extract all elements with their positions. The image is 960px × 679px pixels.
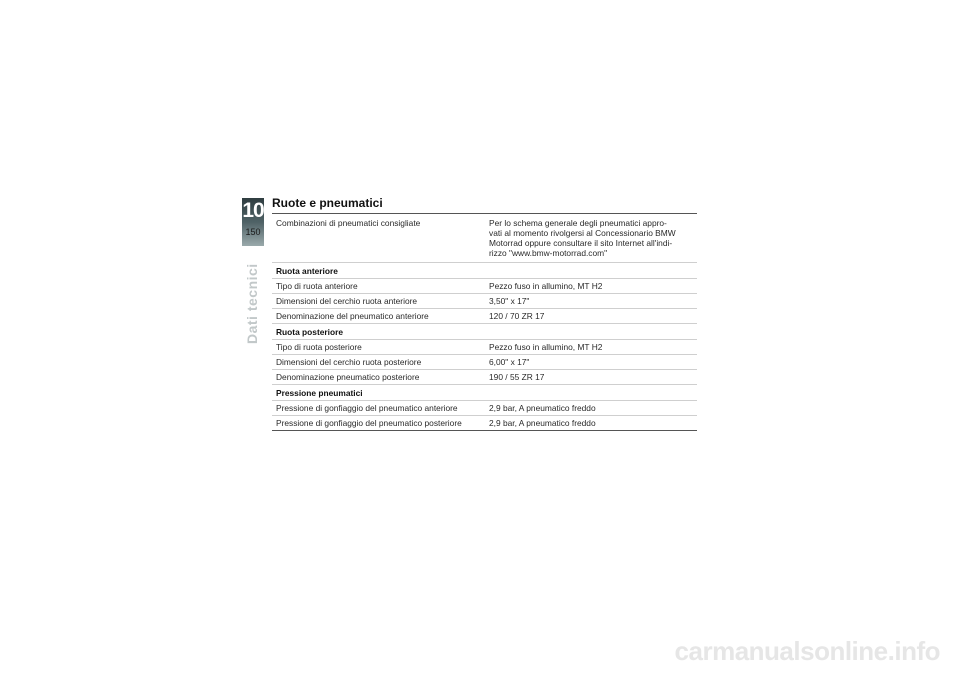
table-row: [272, 214, 697, 263]
table-row: [272, 355, 697, 370]
page-number: 150: [245, 227, 261, 237]
row-value: 120 / 70 ZR 17: [485, 309, 697, 324]
watermark-text: carmanualsonline.info: [674, 636, 940, 666]
row-label: Combinazioni di pneumatici consigliate: [272, 214, 485, 263]
group-heading-row: [272, 385, 697, 401]
row-label: Tipo di ruota posteriore: [272, 340, 485, 355]
group-heading-row: [272, 263, 697, 279]
row-label: Dimensioni del cerchio ruota anteriore: [272, 294, 485, 309]
chapter-number: 10: [242, 199, 264, 222]
table-row: [272, 279, 697, 294]
row-label: Denominazione pneumatico posteriore: [272, 370, 485, 385]
table-row: [272, 416, 697, 431]
row-value: 3,50" x 17": [485, 294, 697, 309]
row-label: Pressione di gonfiaggio del pneumatico anteriore: [272, 401, 485, 416]
row-label: Pressione di gonfiaggio del pneumatico posteriore: [272, 416, 485, 431]
group-heading-row: [272, 324, 697, 340]
table-row: [272, 294, 697, 309]
section-title: Ruote e pneumatici: [272, 196, 383, 210]
row-label: Dimensioni del cerchio ruota posteriore: [272, 355, 485, 370]
table-row: [272, 309, 697, 324]
row-label: Denominazione del pneumatico anteriore: [272, 309, 485, 324]
group-heading: Ruota anteriore: [272, 263, 697, 279]
group-heading: Pressione pneumatici: [272, 385, 697, 401]
table-row: [272, 370, 697, 385]
row-value: Pezzo fuso in allumino, MT H2: [485, 279, 697, 294]
table-row: [272, 401, 697, 416]
row-value: Pezzo fuso in allumino, MT H2: [485, 340, 697, 355]
chapter-side-label: Dati tecnici: [244, 263, 260, 344]
row-value: 2,9 bar, A pneumatico freddo: [485, 401, 697, 416]
spec-table: [272, 213, 697, 431]
row-value: 2,9 bar, A pneumatico freddo: [485, 416, 697, 431]
row-value: 6,00" x 17": [485, 355, 697, 370]
group-heading: Ruota posteriore: [272, 324, 697, 340]
row-label: Tipo di ruota anteriore: [272, 279, 485, 294]
row-value: 190 / 55 ZR 17: [485, 370, 697, 385]
table-row: [272, 340, 697, 355]
row-value: Per lo schema generale degli pneumatici appro- vati al momento rivolgersi al Concessionario BMW Motorrad oppure consultare il sito Internet all'indi- rizzo "www.bmw-motorrad.com": [485, 214, 697, 263]
